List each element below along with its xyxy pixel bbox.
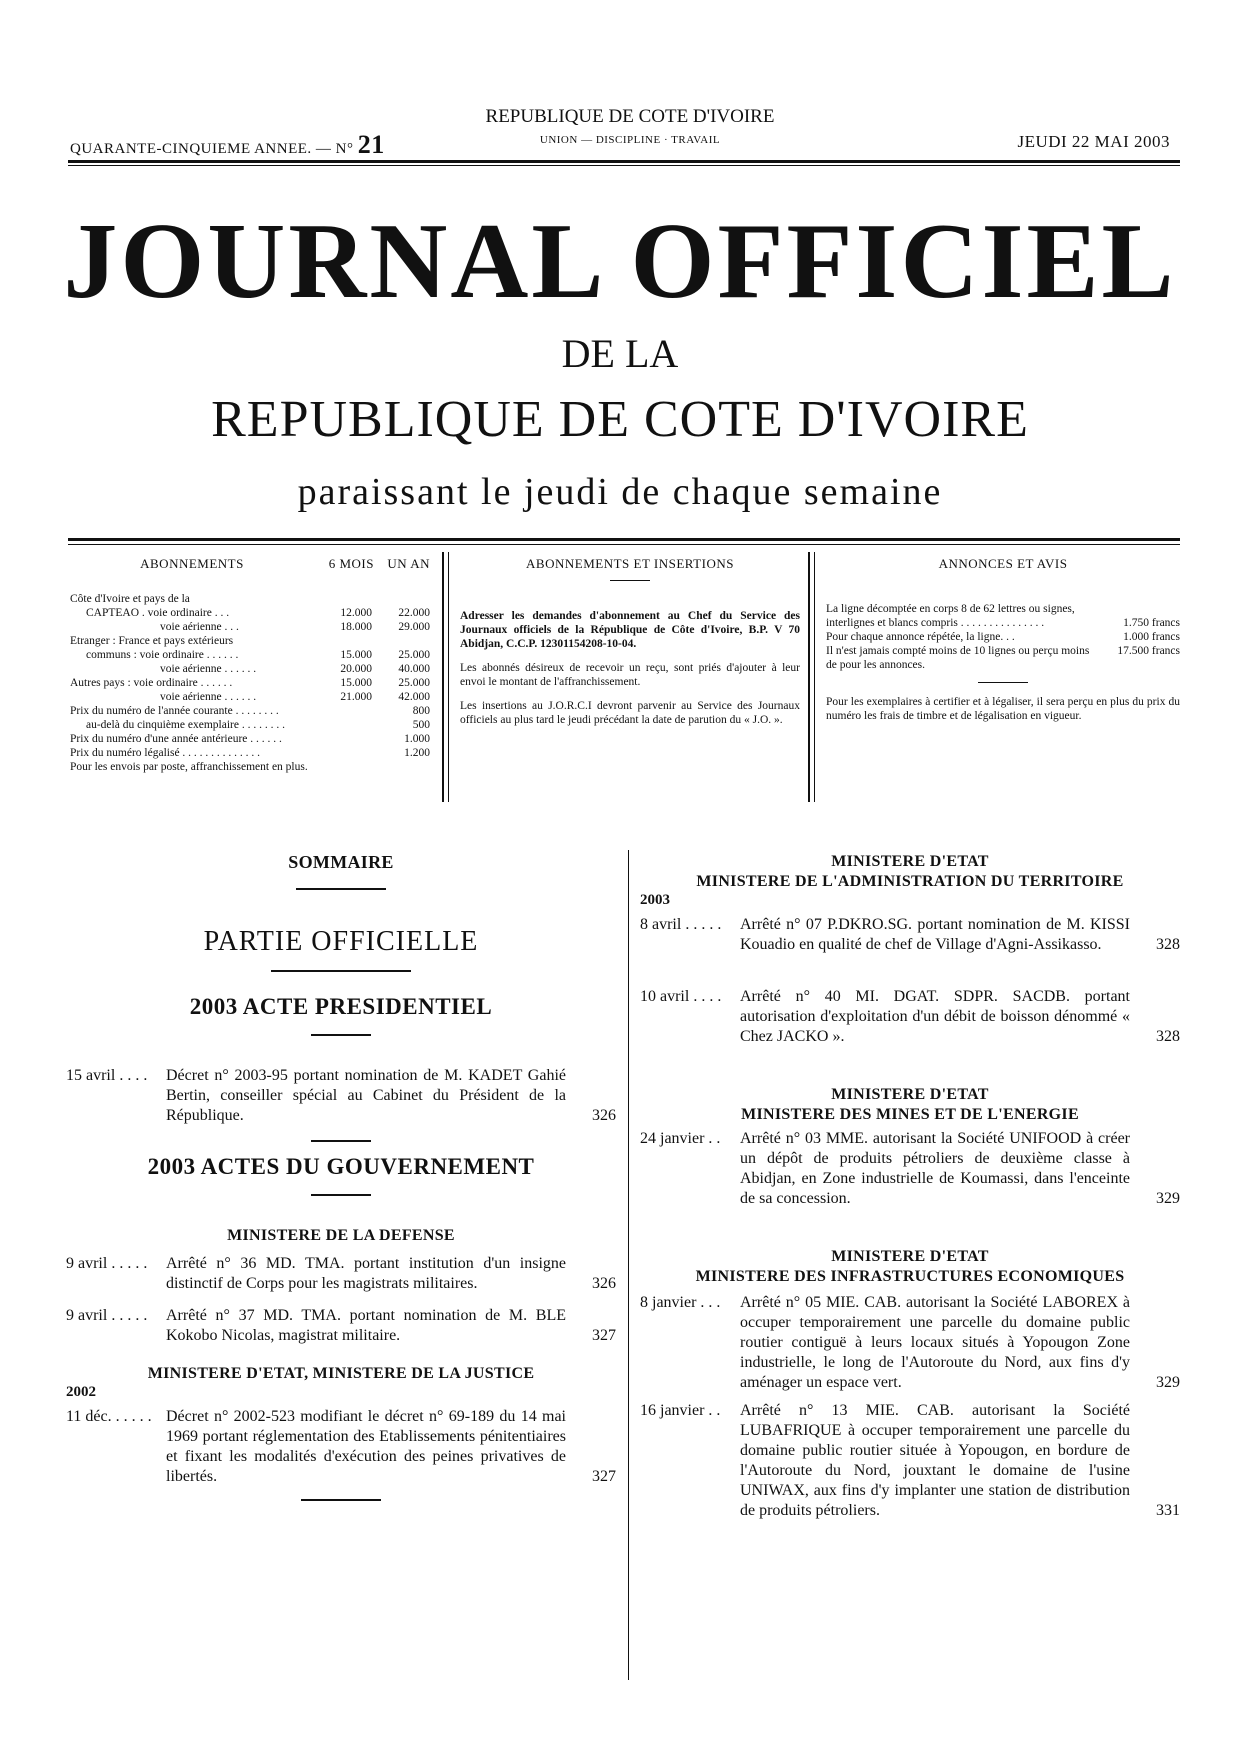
toc-entry[interactable]: 9 avril . . . . . Arrêté n° 37 MD. TMA. portant nomination de M. BLE Kokobo Nicolas, magistrat militaire. 327 (66, 1307, 616, 1344)
box-divider-1b (448, 552, 449, 802)
min-territoire-heading: MINISTERE DE L'ADMINISTRATION DU TERRITOIRE (696, 873, 1124, 890)
insertions-heading: ABONNEMENTS ET INSERTIONS (526, 556, 734, 571)
year-label: QUARANTE-CINQUIEME ANNEE. — N° (70, 141, 354, 157)
masthead-rule (68, 538, 1180, 541)
masthead-subtitle: paraissant le jeudi de chaque semaine (297, 471, 943, 513)
issue-number: 21 (357, 130, 385, 159)
col-an: UN AN (387, 556, 430, 571)
masthead-republic: REPUBLIQUE DE COTE D'IVOIRE (211, 391, 1029, 448)
sub-row: au-delà du cinquième exemplaire . . . . . . . . 500 (86, 719, 430, 731)
republic-header (440, 106, 820, 146)
column-divider (628, 850, 629, 1680)
actes-gouv-heading: 2003 ACTES DU GOUVERNEMENT (147, 1154, 535, 1179)
de-la: DE LA (561, 331, 679, 376)
insertions-box (460, 556, 800, 727)
min-defense-heading: MINISTERE DE LA DEFENSE (227, 1227, 455, 1244)
toc-entry[interactable]: 24 janvier . . Arrêté n° 03 MME. autorisant la Société UNIFOOD à créer un dépôt de produits pétroliers de deuxième classe à Abidjan, en Zone industrielle de Koumassi, dans l'enceinte de sa concession. 329 (640, 1130, 1180, 1207)
insertions-deadline: Les insertions au J.O.R.C.I devront parvenir au Service des Journaux officiels au plus tard le jeudi précédant la date de parution du « J.O. ». (460, 700, 800, 726)
sub-row: CAPTEAO . voie ordinaire . . . 12.000 22.000 (86, 607, 430, 619)
sommaire-heading: SOMMAIRE (288, 852, 394, 872)
toc-entry[interactable]: 16 janvier . . Arrêté n° 13 MIE. CAB. autorisant la Société LUBAFRIQUE à occuper temporairement une parcelle du domaine public routier située à Yopougon, en bordure de l'Autoroute du Nord, jouxtant le domaine de l'usine UNIWAX, aux fins d'y implanter une station de distribution de produits pétroliers. 331 (640, 1402, 1180, 1519)
issue-date: JEUDI 22 MAI 2003 (1017, 132, 1170, 151)
annonces-note: Pour les exemplaires à certifier et à légaliser, il sera perçu en plus du prix du numéro les frais de timbre et de légalisation en vigueur. (826, 696, 1180, 722)
sub-row: Autres pays : voie ordinaire . . . . . . 15.000 25.000 (70, 677, 430, 689)
sommaire-rule (296, 888, 386, 890)
toc-entry[interactable]: 9 avril . . . . . Arrêté n° 36 MD. TMA. portant institution d'un insigne distinctif de Corps pour les magistrats militaires. 326 (66, 1255, 616, 1292)
issue-label (70, 130, 385, 160)
sub-row: Prix du numéro légalisé . . . . . . . . . . . . . . 1.200 (70, 747, 430, 759)
annonce-row: Pour chaque annonce répétée, la ligne. . . 1.000 francs (826, 631, 1180, 643)
annonces-rule (978, 682, 1028, 683)
year-2002: 2002 (66, 1384, 96, 1400)
toc-right (640, 852, 1180, 1521)
sub-row: voie aérienne . . . . . . 20.000 40.000 (160, 663, 430, 675)
acte-pres-rule (311, 1034, 371, 1036)
min-etat-heading: MINISTERE D'ETAT (831, 1248, 989, 1265)
annonce-row: La ligne décomptée en corps 8 de 62 lettres ou signes, interlignes et blancs compris . . . . . . . . . . . . . . . 1.750 francs (826, 603, 1180, 629)
toc-entry[interactable]: 8 janvier . . . Arrêté n° 05 MIE. CAB. autorisant la Société LABOREX à occuper temporairement une parcelle du domaine public routier contiguë à leurs locaux situés à Yopougon Zone industrielle, le long de l'Autoroute du Nord, aux fins d'y aménager un espace vert. 329 (640, 1294, 1180, 1391)
year-2003: 2003 (640, 892, 670, 908)
header-rule (68, 160, 1180, 163)
min-etat-heading: MINISTERE D'ETAT (831, 1086, 989, 1103)
sub-row: Côte d'Ivoire et pays de la (70, 593, 190, 605)
abonnements-heading: ABONNEMENTS (140, 556, 244, 571)
abonnements-box (70, 556, 430, 774)
toc-entry[interactable]: 10 avril . . . . Arrêté n° 40 MI. DGAT. SDPR. SACDB. portant autorisation d'exploitation d'un débit de boisson dénommé « Chez JACKO ». 328 (640, 988, 1180, 1045)
sub-row: Prix du numéro de l'année courante . . . . . . . . 800 (70, 705, 430, 717)
min-etat-heading: MINISTERE D'ETAT (831, 853, 989, 870)
sub-row: Pour les envois par poste, affranchissement en plus. (70, 761, 308, 773)
toc-entry[interactable]: 11 déc. . . . . . Décret n° 2002-523 modifiant le décret n° 69-189 du 14 mai 1969 portant réglementation des Etablissements pénitentiaires et fixant les modalités d'exécution des peines privatives de libertés. 327 (66, 1408, 616, 1485)
toc-left (66, 852, 616, 1501)
motto: UNION — DISCIPLINE · TRAVAIL (539, 134, 721, 146)
annonces-box (826, 556, 1180, 723)
sub-row: Prix du numéro d'une année antérieure . . . . . . 1.000 (70, 733, 430, 745)
annonce-row: Il n'est jamais compté moins de 10 lignes ou perçu moins de pour les annonces. 17.500 francs (826, 645, 1180, 671)
insertions-rule (610, 580, 650, 581)
sub-row: voie aérienne . . . . . . 21.000 42.000 (160, 691, 430, 703)
insertions-receipt: Les abonnés désireux de recevoir un reçu, sont priés d'ajouter à leur envoi le montant de l'affranchissement. (460, 662, 800, 688)
partie-officielle: PARTIE OFFICIELLE (203, 926, 479, 957)
box-divider-2 (808, 552, 810, 802)
min-mines-heading: MINISTERE DES MINES ET DE L'ENERGIE (741, 1106, 1079, 1123)
toc-entry[interactable]: 8 avril . . . . . Arrêté n° 07 P.DKRO.SG. portant nomination de M. KISSI Kouadio en qualité de chef de Village d'Agni-Assikasso. 328 (640, 916, 1180, 953)
journal-title: JOURNAL OFFICIEL (63, 202, 1177, 321)
box-divider-2b (814, 552, 815, 802)
sub-row: voie aérienne . . . 18.000 29.000 (160, 621, 430, 633)
col-6mois: 6 MOIS (328, 556, 374, 571)
acte-presidentiel-heading: 2003 ACTE PRESIDENTIEL (189, 994, 493, 1019)
entry-rule (311, 1140, 371, 1142)
header-rule-thin (68, 165, 1180, 166)
partie-rule (271, 970, 411, 972)
left-end-rule (301, 1499, 381, 1501)
min-justice-heading: MINISTERE D'ETAT, MINISTERE DE LA JUSTICE (147, 1365, 535, 1382)
republic-name: REPUBLIQUE DE COTE D'IVOIRE (485, 106, 775, 127)
insertions-address: Adresser les demandes d'abonnement au Chef du Service des Journaux officiels de la République de Côte d'Ivoire, B.P. V 70 Abidjan, C.C.P. 12301154208-10-04. (460, 610, 800, 650)
actes-gouv-rule (311, 1194, 371, 1196)
toc-entry[interactable]: 15 avril . . . . Décret n° 2003-95 portant nomination de M. KADET Gahié Bertin, conseiller spécial au Cabinet du Président de la République. 326 (66, 1067, 616, 1124)
min-infra-heading: MINISTERE DES INFRASTRUCTURES ECONOMIQUES (695, 1268, 1125, 1285)
annonces-heading: ANNONCES ET AVIS (938, 556, 1068, 571)
sub-row: communs : voie ordinaire . . . . . . 15.000 25.000 (86, 649, 430, 661)
masthead-rule-thin (68, 544, 1180, 545)
box-divider-1 (442, 552, 444, 802)
sub-row: Etranger : France et pays extérieurs (70, 635, 234, 647)
